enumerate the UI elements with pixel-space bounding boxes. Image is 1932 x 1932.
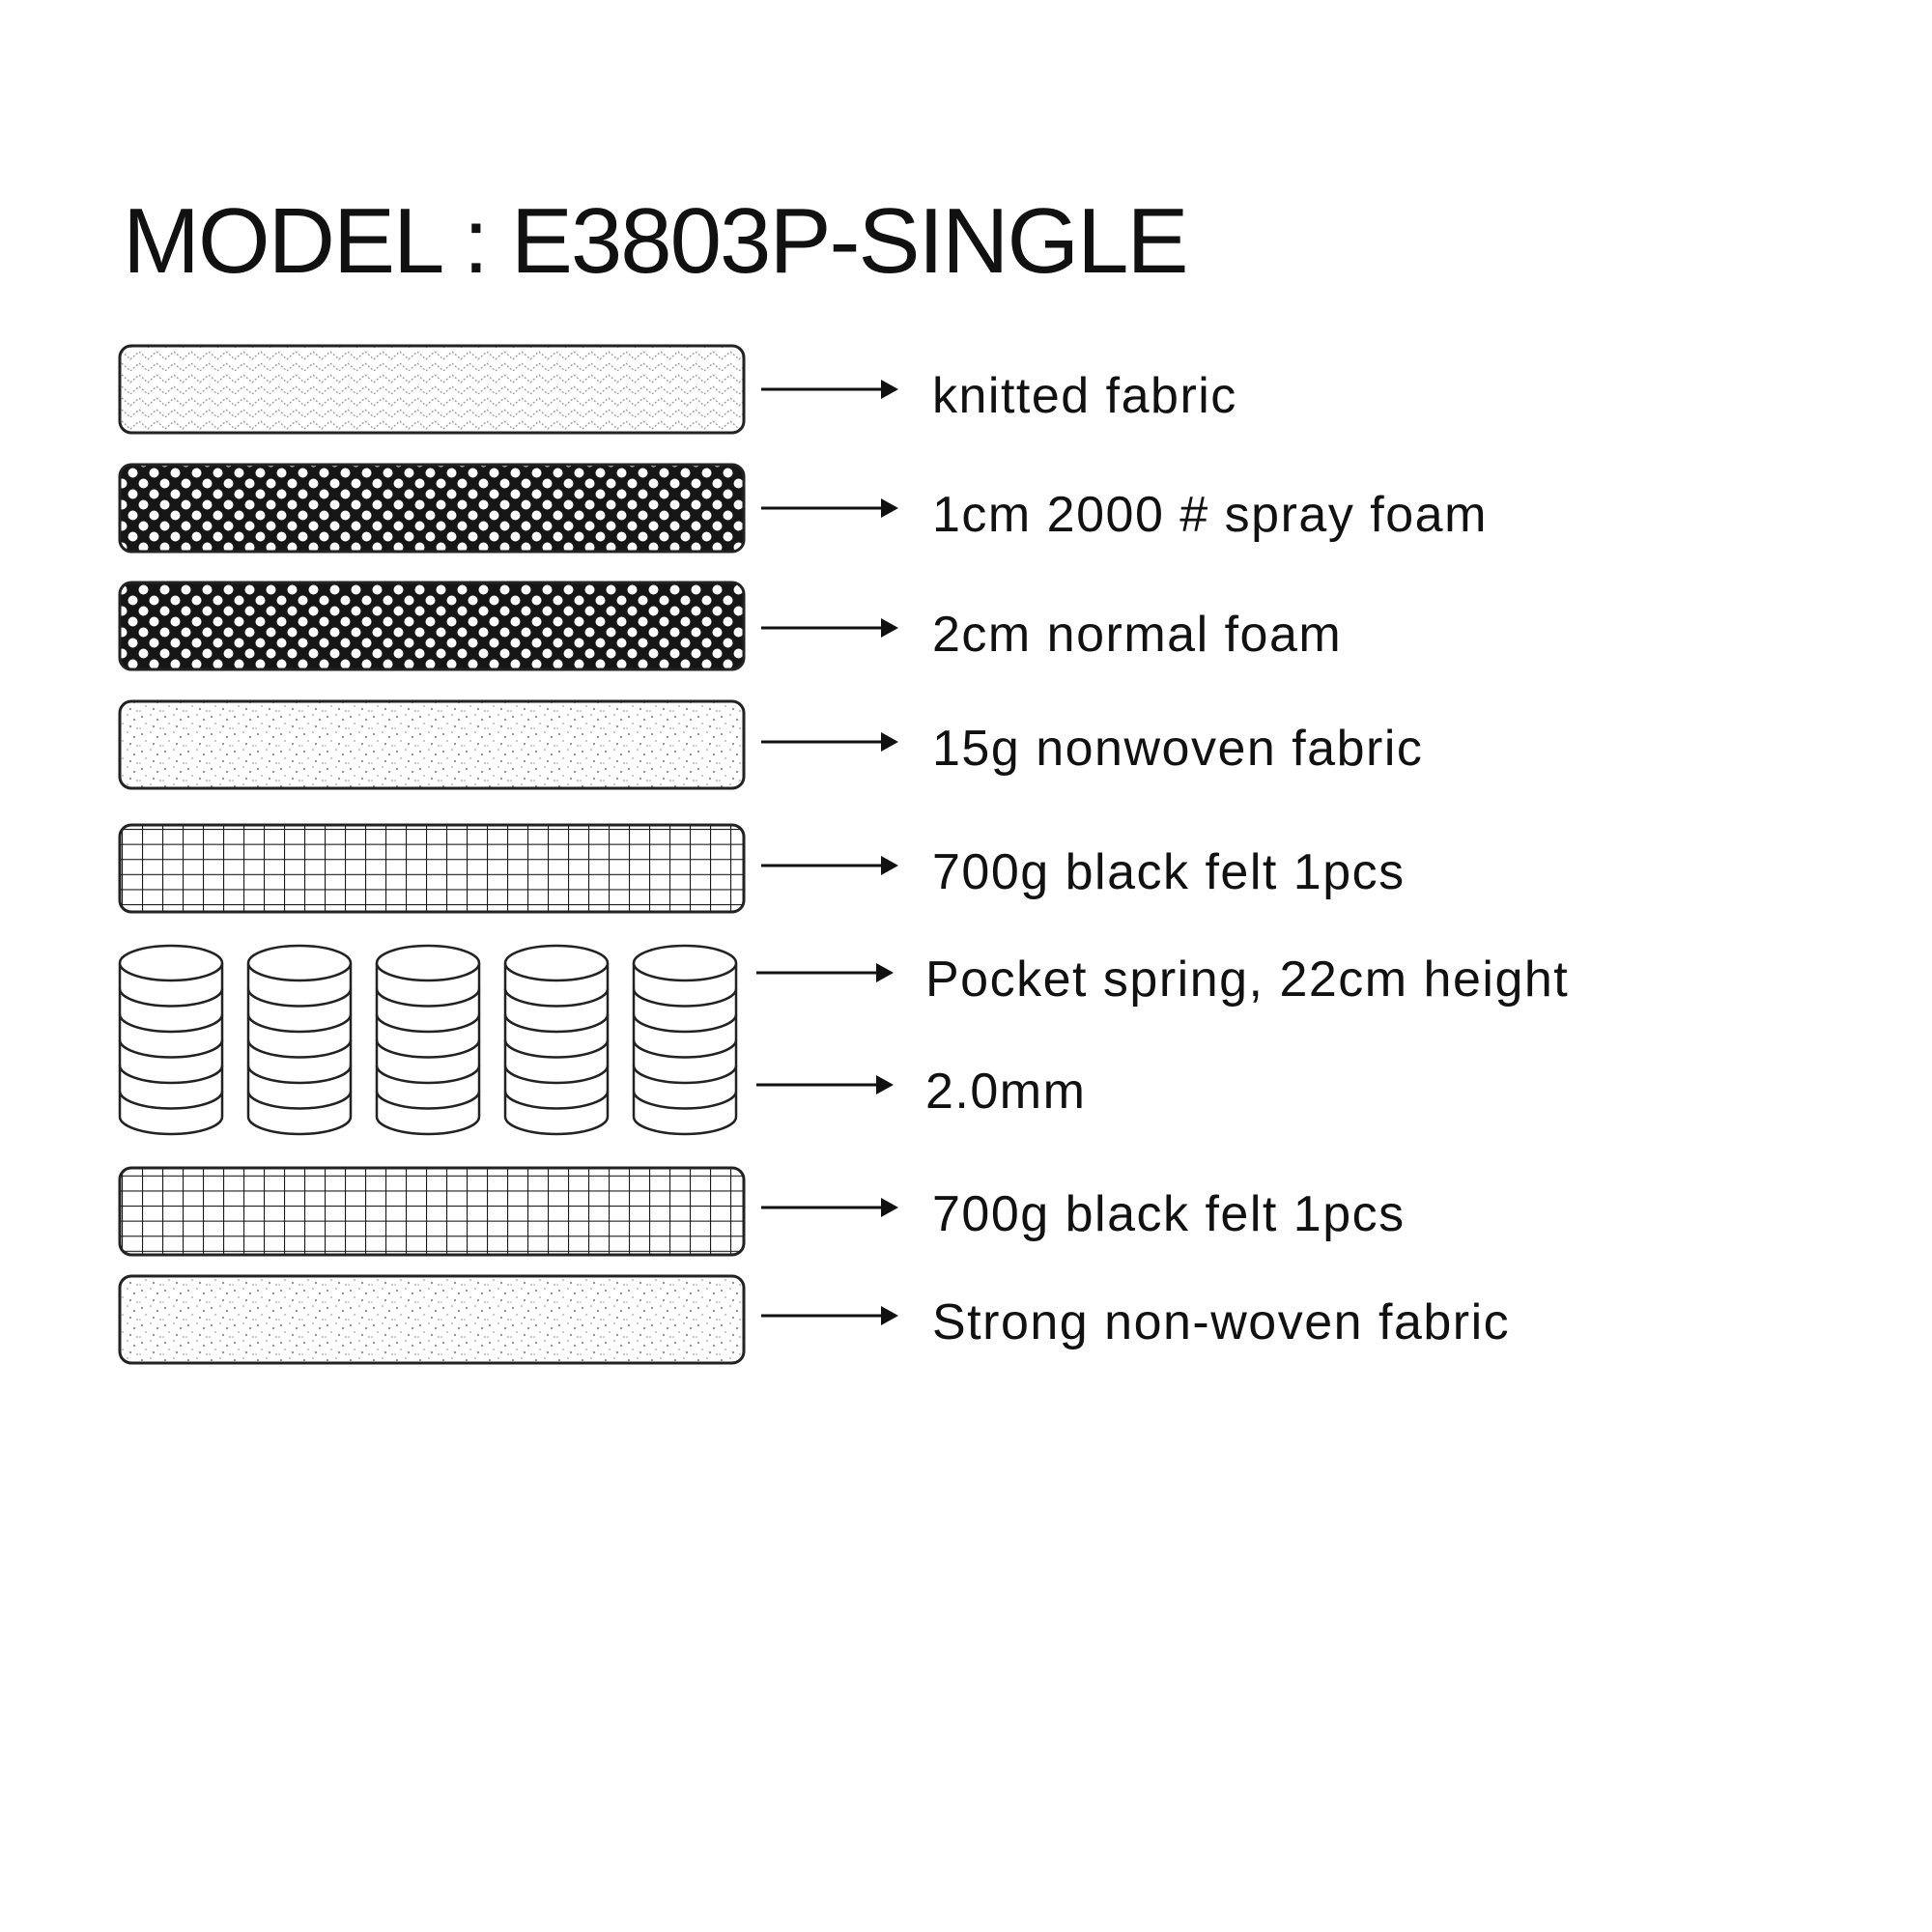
arrow-icon bbox=[761, 498, 898, 518]
layer-knitted-fabric bbox=[120, 346, 744, 433]
layer-strong-nonwoven-fabric bbox=[120, 1276, 744, 1363]
layer-spray-foam bbox=[120, 465, 744, 552]
spring-coil-icon bbox=[377, 946, 479, 1134]
layer-black-felt-top bbox=[120, 825, 744, 912]
arrow-icon bbox=[761, 1198, 898, 1217]
layer-label: Pocket spring, 22cm height bbox=[925, 952, 1570, 1008]
arrow-icon bbox=[761, 1306, 898, 1325]
layer-label: 700g black felt 1pcs bbox=[932, 844, 1406, 900]
arrow-icon bbox=[761, 732, 898, 752]
layer-label: 1cm 2000 # spray foam bbox=[932, 487, 1488, 543]
layer-label: 700g black felt 1pcs bbox=[932, 1186, 1406, 1242]
layer-nonwoven-fabric bbox=[120, 701, 744, 788]
arrow-icon bbox=[761, 380, 898, 399]
page-title: MODEL : E3803P-SINGLE bbox=[123, 189, 1187, 293]
layer-label: 15g nonwoven fabric bbox=[932, 721, 1424, 777]
arrow-icon bbox=[756, 1075, 894, 1094]
layer-label: 2cm normal foam bbox=[932, 607, 1343, 663]
layer-black-felt-bottom bbox=[120, 1168, 744, 1255]
layer-pocket-springs bbox=[120, 946, 736, 1134]
arrow-icon bbox=[761, 618, 898, 638]
spring-coil-icon bbox=[505, 946, 608, 1134]
spring-coil-icon bbox=[120, 946, 222, 1134]
arrow-icon bbox=[756, 963, 894, 982]
arrow-icon bbox=[761, 856, 898, 875]
spring-coil-icon bbox=[634, 946, 736, 1134]
layer-label: Strong non-woven fabric bbox=[932, 1294, 1511, 1350]
spring-coil-icon bbox=[248, 946, 351, 1134]
layer-normal-foam bbox=[120, 582, 744, 669]
layer-label: knitted fabric bbox=[932, 368, 1237, 424]
layer-label: 2.0mm bbox=[925, 1064, 1087, 1120]
